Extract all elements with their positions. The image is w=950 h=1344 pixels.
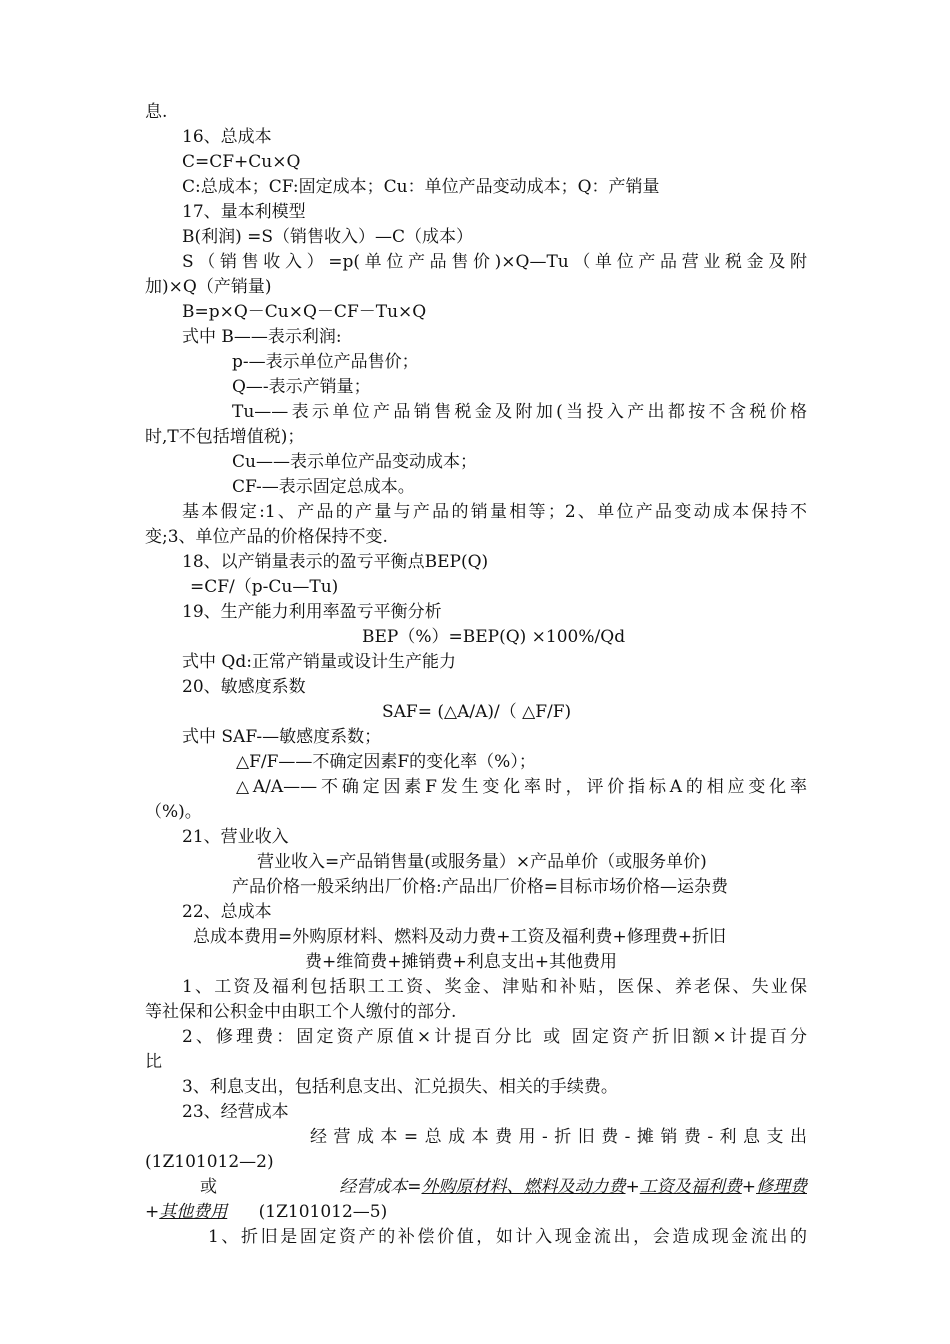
text-line: 式中 B——表示利润: — [182, 327, 342, 347]
formula-lhs: 经营成本= — [339, 1177, 422, 1197]
formula-reference: (1Z101012—5) — [258, 1202, 388, 1222]
text-line: 加)×Q（产销量) — [145, 277, 272, 297]
section-heading: 18、以产销量表示的盈亏平衡点BEP(Q) — [182, 552, 489, 572]
plus-sign: + — [625, 1177, 640, 1197]
text-line: (1Z101012—2) — [145, 1152, 274, 1172]
plus-sign: + — [145, 1202, 160, 1222]
text-line: △F/F——不确定因素F的变化率（%）； — [236, 752, 536, 772]
formula-term: 外购原材料、燃料及动力费 — [421, 1177, 626, 1197]
section-heading: 17、量本利模型 — [182, 202, 306, 222]
text-line: 等社保和公积金中由职工个人缴付的部分. — [145, 1002, 457, 1022]
text-line: （%)。 — [145, 802, 202, 822]
formula-line: 经营成本=总成本费用-折旧费-摊销费-利息支出 — [310, 1127, 807, 1147]
formula-term: 修理费 — [756, 1177, 807, 1197]
formula-line: C=CF+Cu×Q — [182, 152, 301, 172]
text-line: 比 — [145, 1052, 162, 1072]
text-or: 或 — [200, 1177, 217, 1197]
formula-body — [339, 1175, 807, 1199]
text-line: 2、修理费：固定资产原值×计提百分比 或 固定资产折旧额×计提百分 — [182, 1027, 807, 1047]
text-line: 1、折旧是固定资产的补偿价值，如计入现金流出，会造成现金流出的 — [208, 1227, 807, 1247]
section-heading: 21、营业收入 — [182, 827, 289, 847]
text-line: 3、利息支出，包括利息支出、汇兑损失、相关的手续费。 — [182, 1077, 618, 1097]
text-line: Cu——表示单位产品变动成本； — [232, 452, 477, 472]
formula-line: BEP（%）=BEP(Q) ×100%/Qd — [362, 627, 626, 647]
formula-line — [145, 1200, 387, 1224]
section-heading: 22、总成本 — [182, 902, 272, 922]
section-heading: 19、生产能力利用率盈亏平衡分析 — [182, 602, 442, 622]
text-line: 息. — [145, 102, 168, 122]
text-line: Q—-表示产销量； — [232, 377, 371, 397]
formula-line: SAF= (△A/A)/（ △F/F) — [382, 702, 572, 722]
text-line: C:总成本；CF:固定成本；Cu：单位产品变动成本；Q：产销量 — [182, 177, 660, 197]
formula-line — [200, 1175, 807, 1199]
text-line: CF-—表示固定总成本。 — [232, 477, 415, 497]
text-line: △A/A——不确定因素F发生变化率时，评价指标A的相应变化率 — [236, 777, 807, 797]
formula-term: 其他费用 — [159, 1202, 228, 1222]
formula-line: B=p×Q－Cu×Q－CF－Tu×Q — [182, 302, 427, 322]
formula-line: B(利润) =S（销售收入）—C（成本） — [182, 227, 474, 247]
formula-line: S（销售收入）=p(单位产品售价)×Q—Tu（单位产品营业税金及附 — [182, 252, 807, 272]
section-heading: 23、经营成本 — [182, 1102, 289, 1122]
text-line: 时,T不包括增值税)； — [145, 427, 305, 447]
text-line: Tu——表示单位产品销售税金及附加(当投入产出都按不含税价格 — [232, 402, 807, 422]
text-line: 基本假定:1、产品的产量与产品的销量相等；2、单位产品变动成本保持不 — [182, 502, 807, 522]
formula-line: 营业收入=产品销售量(或服务量）×产品单价（或服务单价) — [257, 852, 707, 872]
plus-sign: + — [741, 1177, 756, 1197]
text-line: 式中 Qd:正常产销量或设计生产能力 — [182, 652, 456, 672]
formula-term: 工资及福利费 — [639, 1177, 742, 1197]
section-heading: 16、总成本 — [182, 127, 272, 147]
formula-line: =CF/（p-Cu—Tu) — [190, 577, 339, 597]
text-line: 式中 SAF-—敏感度系数； — [182, 727, 382, 747]
text-line: 变;3、单位产品的价格保持不变. — [145, 527, 388, 547]
text-line: 1、工资及福利包括职工工资、奖金、津贴和补贴，医保、养老保、失业保 — [182, 977, 807, 997]
text-line: 产品价格一般采纳出厂价格:产品出厂价格=目标市场价格—运杂费 — [232, 877, 728, 897]
section-heading: 20、敏感度系数 — [182, 677, 306, 697]
text-line: p-—表示单位产品售价； — [232, 352, 419, 372]
formula-line: 费+维简费+摊销费+利息支出+其他费用 — [305, 952, 617, 972]
formula-line: 总成本费用=外购原材料、燃料及动力费+工资及福利费+修理费+折旧 — [193, 927, 726, 947]
